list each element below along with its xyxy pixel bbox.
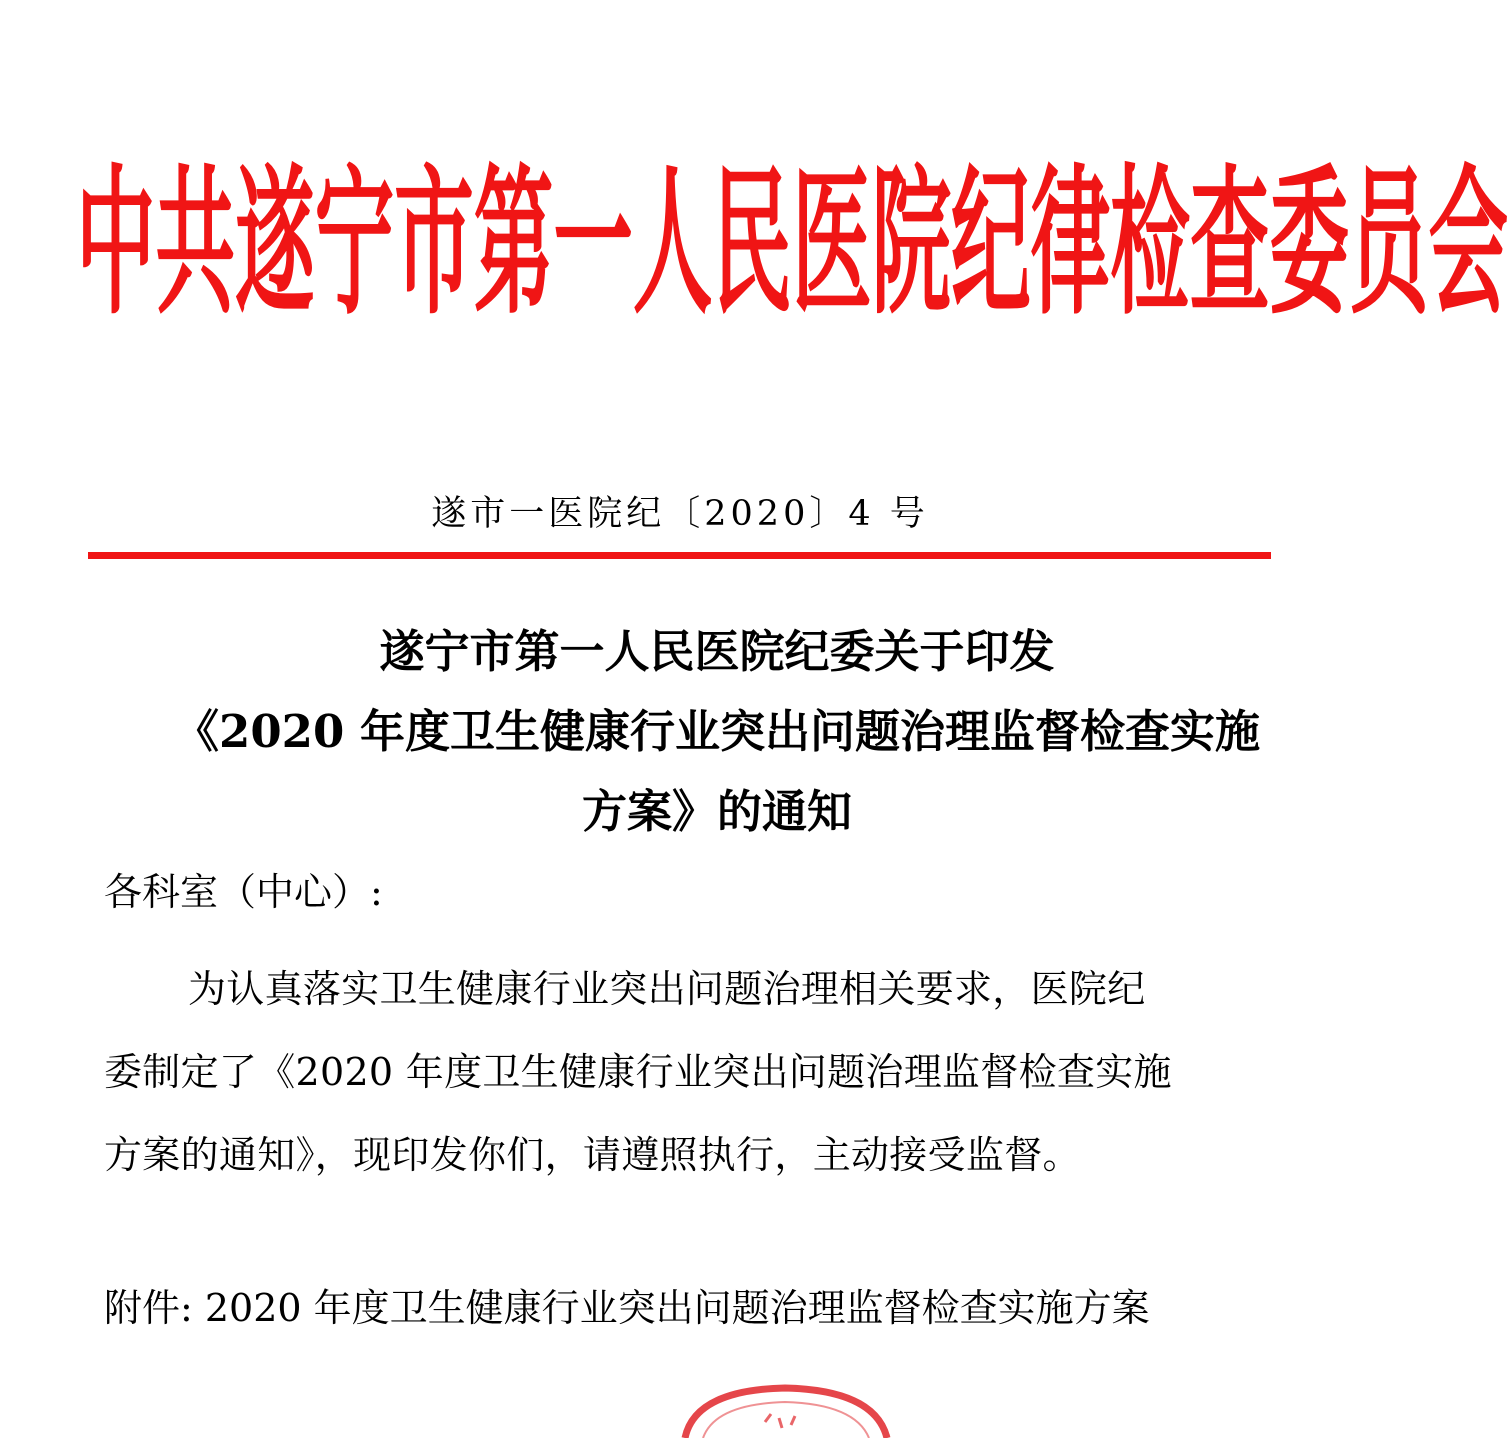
notice-title: [100, 612, 1334, 852]
body-line-1: 为认真落实卫生健康行业突出问题治理相关要求，医院纪: [188, 967, 1146, 1011]
salutation: 各科室（中心）:: [104, 870, 383, 914]
red-divider-line: [88, 552, 1271, 559]
masthead-text: 中共遂宁市第一人民医院纪律检查委员会: [75, 152, 1508, 338]
body-line-2: 委制定了《2020 年度卫生健康行业突出问题治理监督检查实施: [104, 1050, 1172, 1094]
attachment-line: 附件: 2020 年度卫生健康行业突出问题治理监督检查实施方案: [104, 1286, 1150, 1330]
seal-icon: [655, 1378, 915, 1438]
official-seal-stamp: [655, 1378, 915, 1438]
title-line-1: 遂宁市第一人民医院纪委关于印发: [379, 625, 1055, 678]
body-line-3: 方案的通知》，现印发你们，请遵照执行，主动接受监督。: [104, 1133, 1081, 1177]
masthead-organization: [75, 150, 1508, 340]
title-line-3: 方案》的通知: [581, 785, 852, 838]
document-number: 遂市一医院纪〔2020〕4 号: [431, 494, 929, 534]
body-paragraph: [104, 948, 1250, 1197]
title-line-2: 《2020 年度卫生健康行业突出问题治理监督检查实施: [174, 705, 1260, 758]
